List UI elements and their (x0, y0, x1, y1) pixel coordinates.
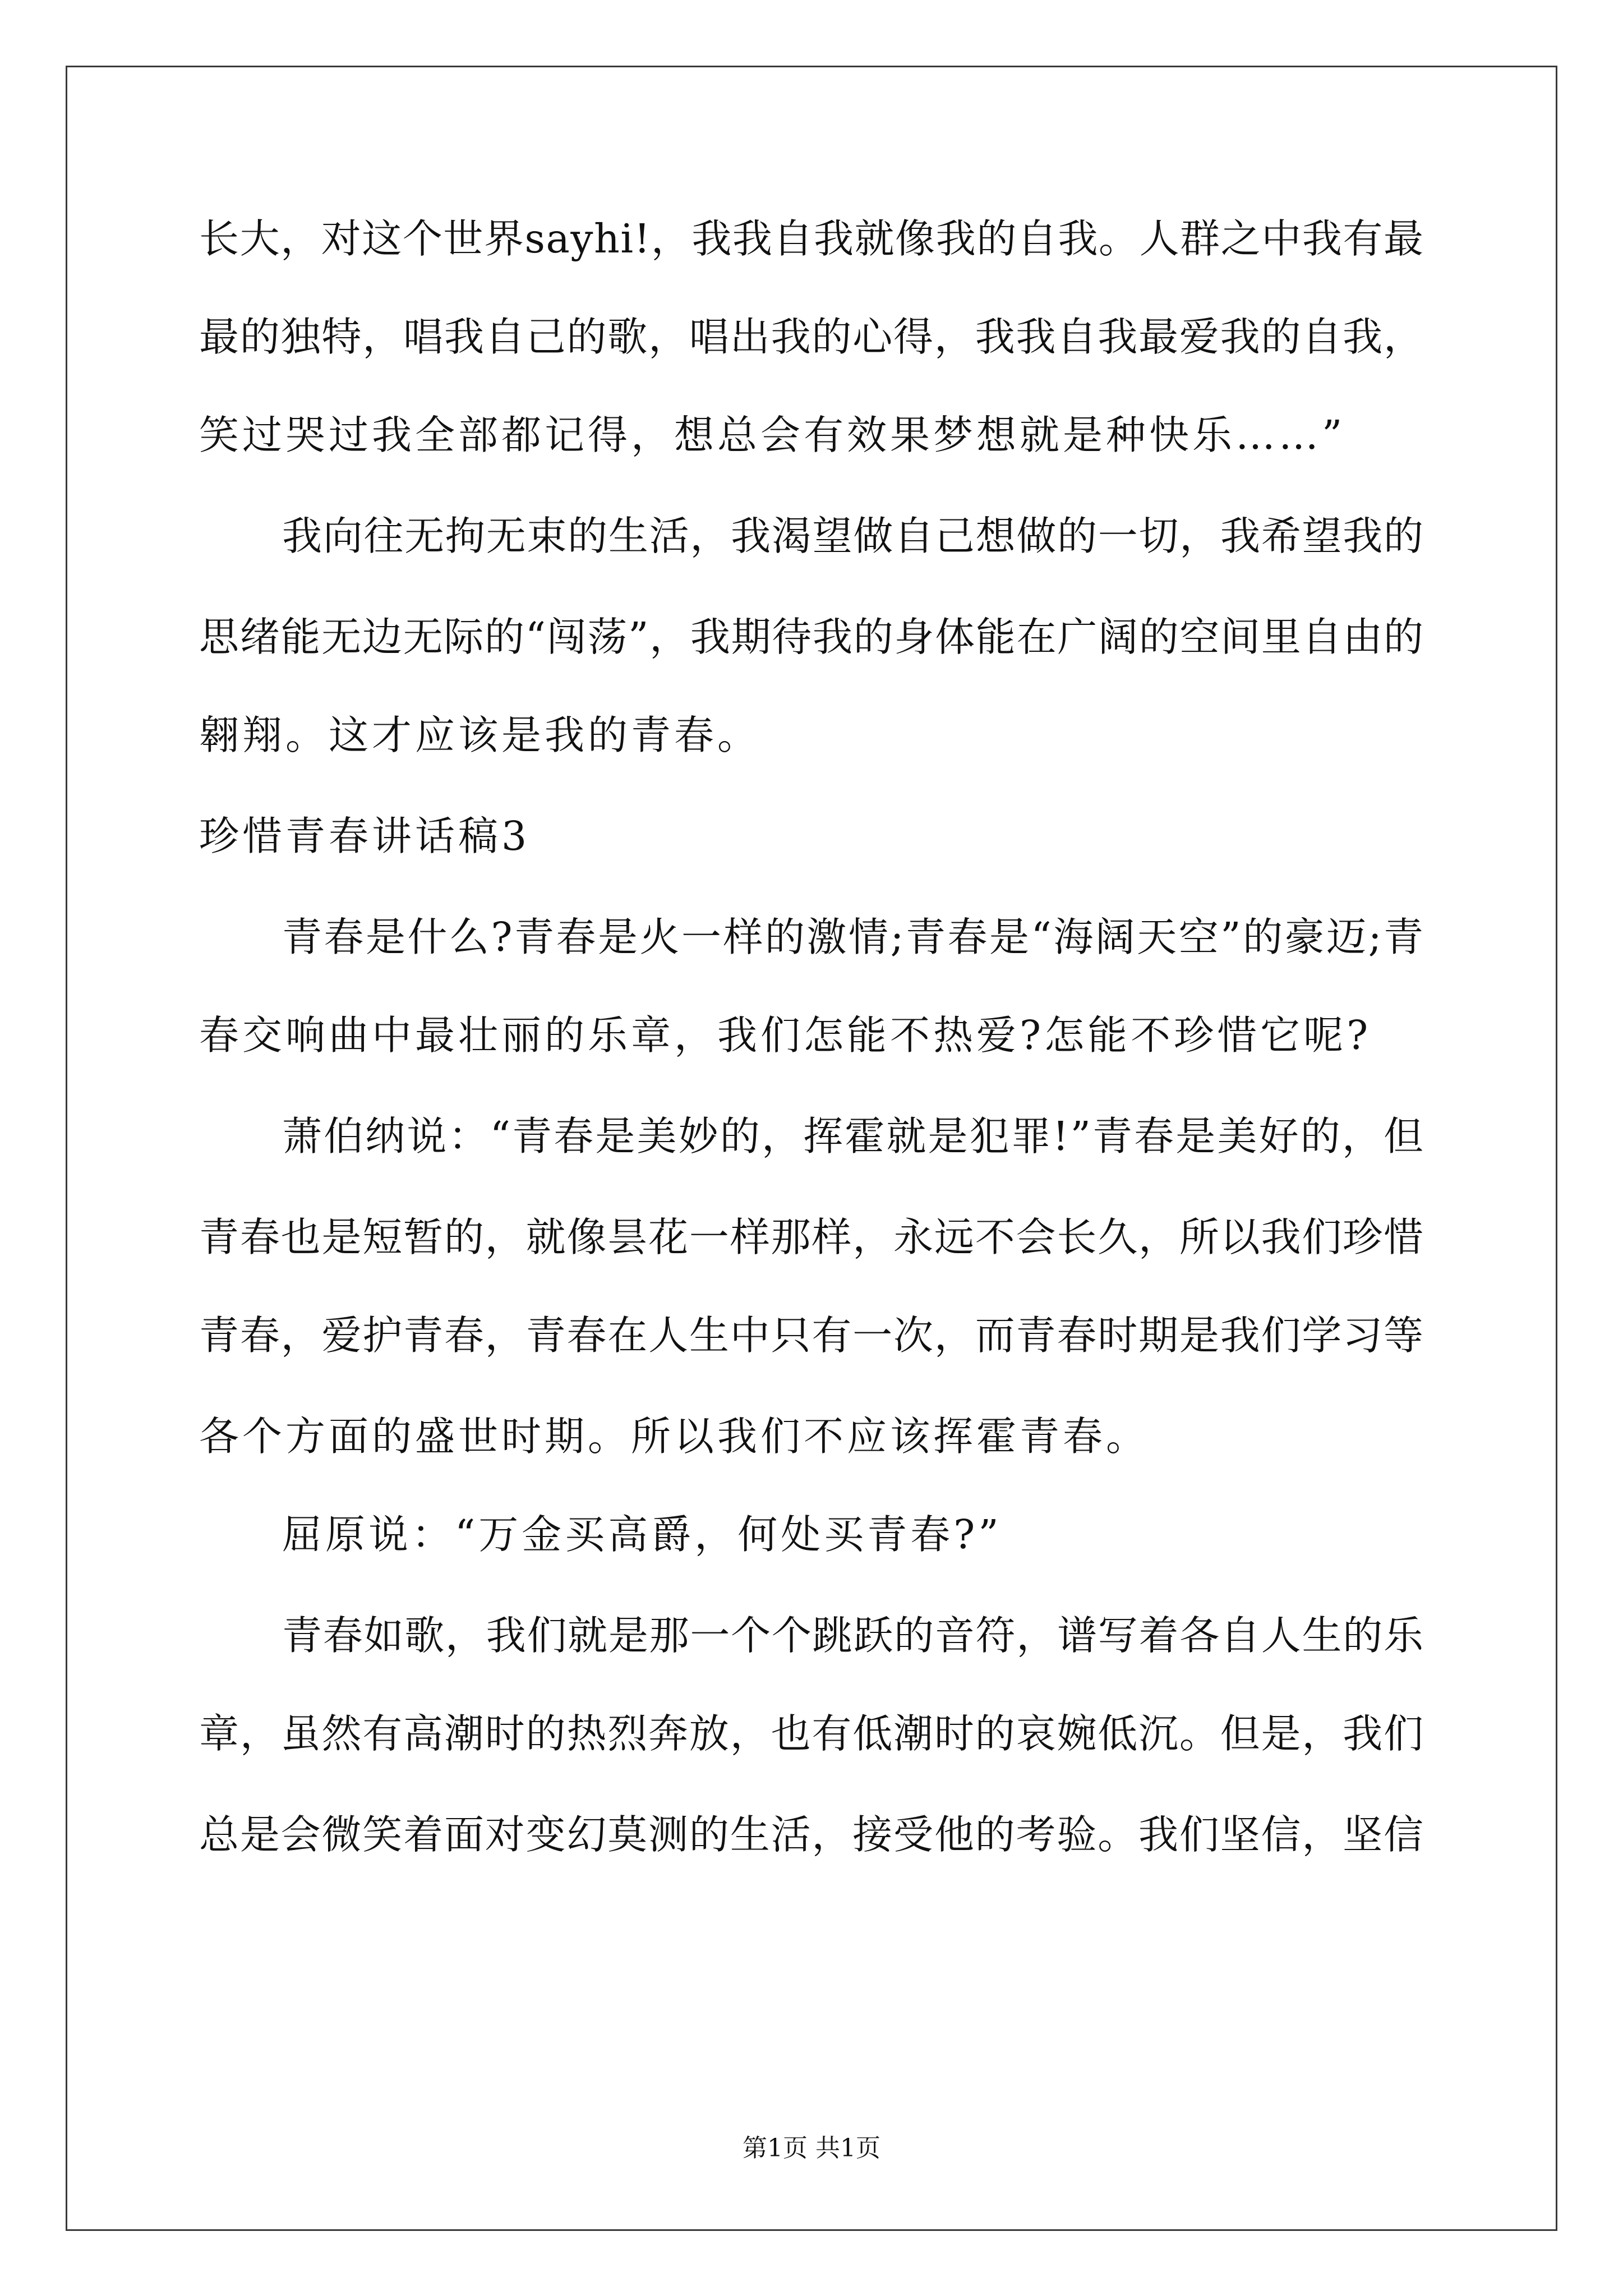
text-line: 思绪能无边无际的“闯荡”，我期待我的身体能在广阔的空间里自由的 (199, 614, 1424, 660)
section-title: 珍惜青春讲话稿3 (199, 813, 531, 859)
text-line: 总是会微笑着面对变幻莫测的生活，接受他的考验。我们坚信，坚信 (199, 1811, 1424, 1858)
paragraph-start-line: 青春是什么?青春是火一样的激情;青春是“海阔天空”的豪迈;青 (282, 914, 1426, 960)
paragraph-start-line: 我向往无拘无束的生活，我渴望做自己想做的一切，我希望我的 (282, 513, 1424, 559)
text-line: 翱翔。这才应该是我的青春。 (199, 712, 761, 758)
paragraph-start-line: 屈原说：“万金买高爵，何处买青春?” (282, 1511, 1002, 1558)
text-line: 长大，对这个世界sayhi!，我我自我就像我的自我。人群之中我有最 (199, 215, 1424, 262)
text-line: 春交响曲中最壮丽的乐章，我们怎能不热爱?怎能不珍惜它呢? (199, 1012, 1372, 1059)
text-line: 青春也是短暂的，就像昙花一样那样，永远不会长久，所以我们珍惜 (199, 1214, 1424, 1260)
text-line: 笑过哭过我全部都记得，想总会有效果梦想就是种快乐……” (199, 412, 1346, 458)
paragraph-start-line: 萧伯纳说：“青春是美妙的，挥霍就是犯罪!”青春是美好的，但 (282, 1113, 1426, 1159)
text-line: 青春，爱护青春，青春在人生中只有一次，而青春时期是我们学习等 (199, 1312, 1424, 1359)
text-line: 章，虽然有高潮时的热烈奔放，也有低潮时的哀婉低沉。但是，我们 (199, 1710, 1424, 1757)
text-line: 最的独特，唱我自己的歌，唱出我的心得，我我自我最爱我的自我， (199, 314, 1424, 360)
text-line: 各个方面的盛世时期。所以我们不应该挥霍青春。 (199, 1413, 1150, 1460)
page-number-footer: 第1页 共1页 (743, 2134, 880, 2162)
paragraph-start-line: 青春如歌，我们就是那一个个跳跃的音符，谱写着各自人生的乐 (282, 1612, 1424, 1659)
